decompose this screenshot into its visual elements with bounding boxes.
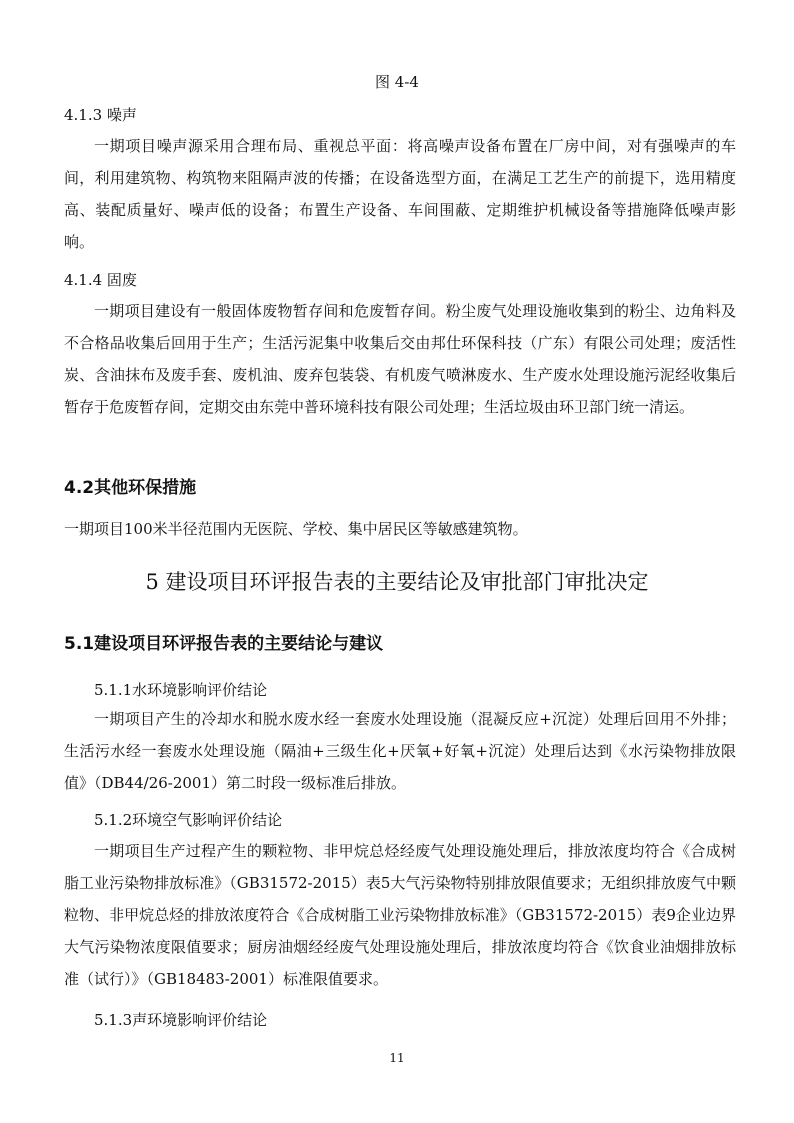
section-5-1-2-body: 一期项目生产过程产生的颗粒物、非甲烷总烃经废气处理设施处理后，排放浓度均符合《合成树脂工业污染物排放标准》（GB31572-2015）表5大气污染物特别排放限值要求；无组织排放废气中颗粒物、非甲烷总烃的排放浓度符合《合成树脂工业污染物排放标准》（GB31572-2015）表9企业边界大气污染物浓度限值要求；厨房油烟经经废气处理设施处理后，排放浓度均符合《饮食业油烟排放标准（试行）》（GB18483-2001）标准限值要求。	[64, 842, 736, 988]
section-4-1-3-title: 4.1.3 噪声	[64, 106, 137, 124]
section-5-1-title: 5.1建设项目环评报告表的主要结论与建议	[64, 634, 384, 654]
page-number: 11	[389, 1051, 405, 1065]
section-5-1-3-title: 5.1.3声环境影响评价结论	[94, 1011, 268, 1029]
section-4-1-4-title: 4.1.4 固废	[64, 271, 137, 289]
section-4-1-4-body: 一期项目建设有一般固体废物暂存间和危废暂存间。粉尘废气处理设施收集到的粉尘、边角料及不合格品收集后回用于生产；生活污泥集中收集后交由邦仕环保科技（广东）有限公司处理；废活性炭、含油抹布及废手套、废机油、废弃包装袋、有机废气喷淋废水、生产废水处理设施污泥经收集后暂存于危废暂存间，定期交由东莞中普环境科技有限公司处理；生活垃圾由环卫部门统一清运。	[64, 302, 736, 416]
section-4-2-body: 一期项目100米半径范围内无医院、学校、集中居民区等敏感建筑物。	[64, 520, 528, 538]
chapter-5-title: 5 建设项目环评报告表的主要结论及审批部门审批决定	[145, 570, 649, 594]
section-5-1-1-body: 一期项目产生的冷却水和脱水废水经一套废水处理设施（混凝反应+沉淀）处理后回用不外排；生活污水经一套废水处理设施（隔油+三级生化+厌氧+好氧+沉淀）处理后达到《水污染物排放限值》（DB44/26-2001）第二时段一级标准后排放。	[64, 710, 736, 792]
figure-caption: 图 4-4	[375, 73, 419, 91]
section-4-1-3-body: 一期项目噪声源采用合理布局、重视总平面：将高噪声设备布置在厂房中间，对有强噪声的车间，利用建筑物、构筑物来阻隔声波的传播；在设备选型方面，在满足工艺生产的前提下，选用精度高、装配质量好、噪声低的设备；布置生产设备、车间围蔽、定期维护机械设备等措施降低噪声影响。	[64, 137, 736, 251]
section-4-2-title: 4.2其他环保措施	[64, 478, 197, 498]
section-5-1-2-title: 5.1.2环境空气影响评价结论	[94, 811, 283, 829]
section-5-1-1-title: 5.1.1水环境影响评价结论	[94, 681, 268, 699]
